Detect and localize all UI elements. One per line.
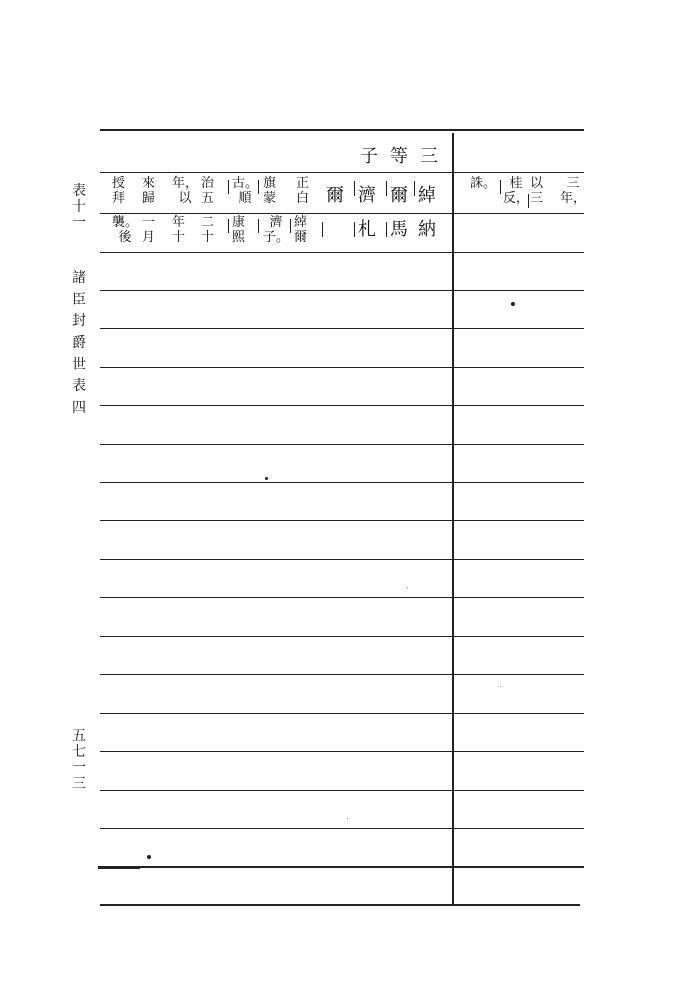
biography-char: 拜 (112, 190, 126, 206)
holder-name-char: 綽 (418, 185, 436, 206)
name-marker (258, 180, 259, 194)
row-rule (100, 290, 584, 291)
row-rule (100, 328, 584, 329)
section-title-char: 諸 (72, 270, 86, 286)
biography-char: 一 (142, 215, 156, 230)
biography-char: 熙 (232, 229, 246, 245)
biography-char: 以 (178, 190, 192, 206)
note-char: 反， (503, 190, 530, 206)
row-rule (100, 405, 584, 406)
name-marker (500, 180, 501, 194)
biography-char: 康 (232, 215, 246, 230)
biography-column (296, 177, 309, 207)
page-number-char: 三 (72, 776, 86, 793)
row-rule (100, 790, 584, 791)
note-char: 桂 (509, 176, 523, 191)
name-marker (354, 222, 355, 237)
biography-char: 授 (112, 176, 126, 191)
name-marker (414, 181, 415, 196)
section-title-char: 臣 (72, 291, 86, 308)
page-number-char: 五 (72, 728, 86, 744)
note-char: 年， (560, 190, 587, 206)
rank-header-char: 等 (390, 146, 408, 167)
biography-column (112, 216, 138, 246)
biography-column (201, 216, 214, 246)
row-rule (100, 636, 584, 637)
margin-char: 十 (72, 199, 86, 216)
biography-column (201, 177, 214, 207)
name-marker (258, 219, 259, 233)
scan-speck (407, 587, 408, 588)
holder-name-char: 爾 (390, 185, 408, 206)
scan-dot (265, 477, 268, 480)
biography-char: 歸 (142, 190, 156, 206)
thick-rule-segment (98, 866, 140, 869)
page-number-char: 一 (72, 760, 86, 777)
holder-name-char: 札 (358, 219, 376, 241)
row-rule (100, 713, 584, 714)
note-column (503, 177, 529, 207)
biography-column (232, 216, 245, 246)
holder-name-char: 納 (418, 219, 436, 241)
name-marker (386, 222, 387, 237)
row-rule (100, 559, 584, 560)
table-number-label (72, 183, 86, 231)
scan-dot (511, 302, 515, 306)
biography-column (142, 177, 155, 207)
biography-char: 來 (142, 176, 156, 191)
page-number-char: 七 (72, 744, 86, 761)
biography-char: 濟 (269, 215, 283, 230)
section-title-char: 表 (72, 378, 86, 395)
biography-char: 月 (142, 229, 156, 245)
biography-column (263, 216, 289, 246)
biography-column (112, 177, 125, 207)
biography-char: 年 (172, 215, 186, 230)
holder-name-char: 爾 (326, 185, 344, 206)
scan-dot (147, 855, 151, 859)
biography-char: 爾 (294, 229, 308, 245)
row-rule (100, 367, 584, 368)
name-marker (228, 219, 229, 233)
note-column (530, 177, 543, 207)
name-marker (322, 222, 323, 237)
biography-char: 十 (201, 229, 215, 245)
biography-char: 旗 (263, 176, 277, 191)
note-char: 三 (566, 176, 580, 191)
biography-column (172, 216, 185, 246)
row-rule (100, 482, 584, 483)
table-top-rule (100, 129, 584, 131)
row-rule (100, 674, 584, 675)
row-rule (100, 866, 584, 868)
biography-column (263, 177, 276, 207)
biography-char: 蒙 (263, 190, 277, 206)
holder-name-column (390, 179, 408, 247)
biography-char: 古。 (232, 176, 259, 191)
section-title (72, 268, 86, 420)
section-title-char: 四 (72, 400, 86, 417)
row-rule (100, 252, 584, 253)
biography-char: 襲。 (112, 215, 139, 230)
biography-char: 正 (296, 176, 310, 191)
biography-char: 二 (201, 215, 215, 230)
rank-header-char: 子 (360, 146, 378, 167)
holder-name-column (326, 179, 344, 213)
biography-char: 後 (118, 229, 132, 245)
holder-name-char: 濟 (358, 185, 376, 206)
margin-char: 表 (72, 183, 86, 199)
table-bottom-rule (100, 904, 580, 906)
biography-char: 五 (201, 190, 215, 206)
row-rule (100, 828, 584, 829)
name-marker (354, 181, 355, 196)
name-marker (290, 219, 291, 233)
note-column (470, 177, 496, 192)
note-char: 誅。 (470, 176, 497, 191)
biography-char: 白 (296, 190, 310, 206)
biography-char: 子。 (263, 229, 290, 245)
scan-speck (500, 686, 501, 687)
row-rule (100, 751, 584, 752)
biography-column (294, 216, 307, 246)
row-rule (100, 444, 584, 445)
name-marker (228, 180, 229, 194)
biography-char: 十 (172, 229, 186, 245)
name-marker (386, 181, 387, 196)
holder-name-char: 馬 (390, 219, 408, 241)
row-rule (100, 597, 584, 598)
row-rule (100, 520, 584, 521)
biography-column (142, 216, 155, 246)
biography-char: 順 (238, 190, 252, 206)
biography-char: 年， (172, 176, 199, 191)
note-char: 三 (530, 190, 544, 206)
holder-name-column (358, 179, 376, 247)
row-rule (100, 172, 584, 173)
scan-speck (347, 818, 348, 819)
note-column (560, 177, 586, 207)
biography-char: 綽 (294, 215, 308, 230)
page-number (72, 728, 86, 792)
margin-char: 一 (72, 215, 86, 232)
biography-char: 治 (201, 176, 215, 191)
holder-name-column (418, 179, 436, 247)
biography-column (172, 177, 198, 207)
note-char: 以 (530, 176, 544, 191)
rank-header-char: 三 (420, 146, 438, 167)
section-title-char: 世 (72, 356, 86, 373)
section-title-char: 爵 (72, 335, 86, 352)
biography-column (232, 177, 258, 207)
section-title-char: 封 (72, 313, 86, 330)
